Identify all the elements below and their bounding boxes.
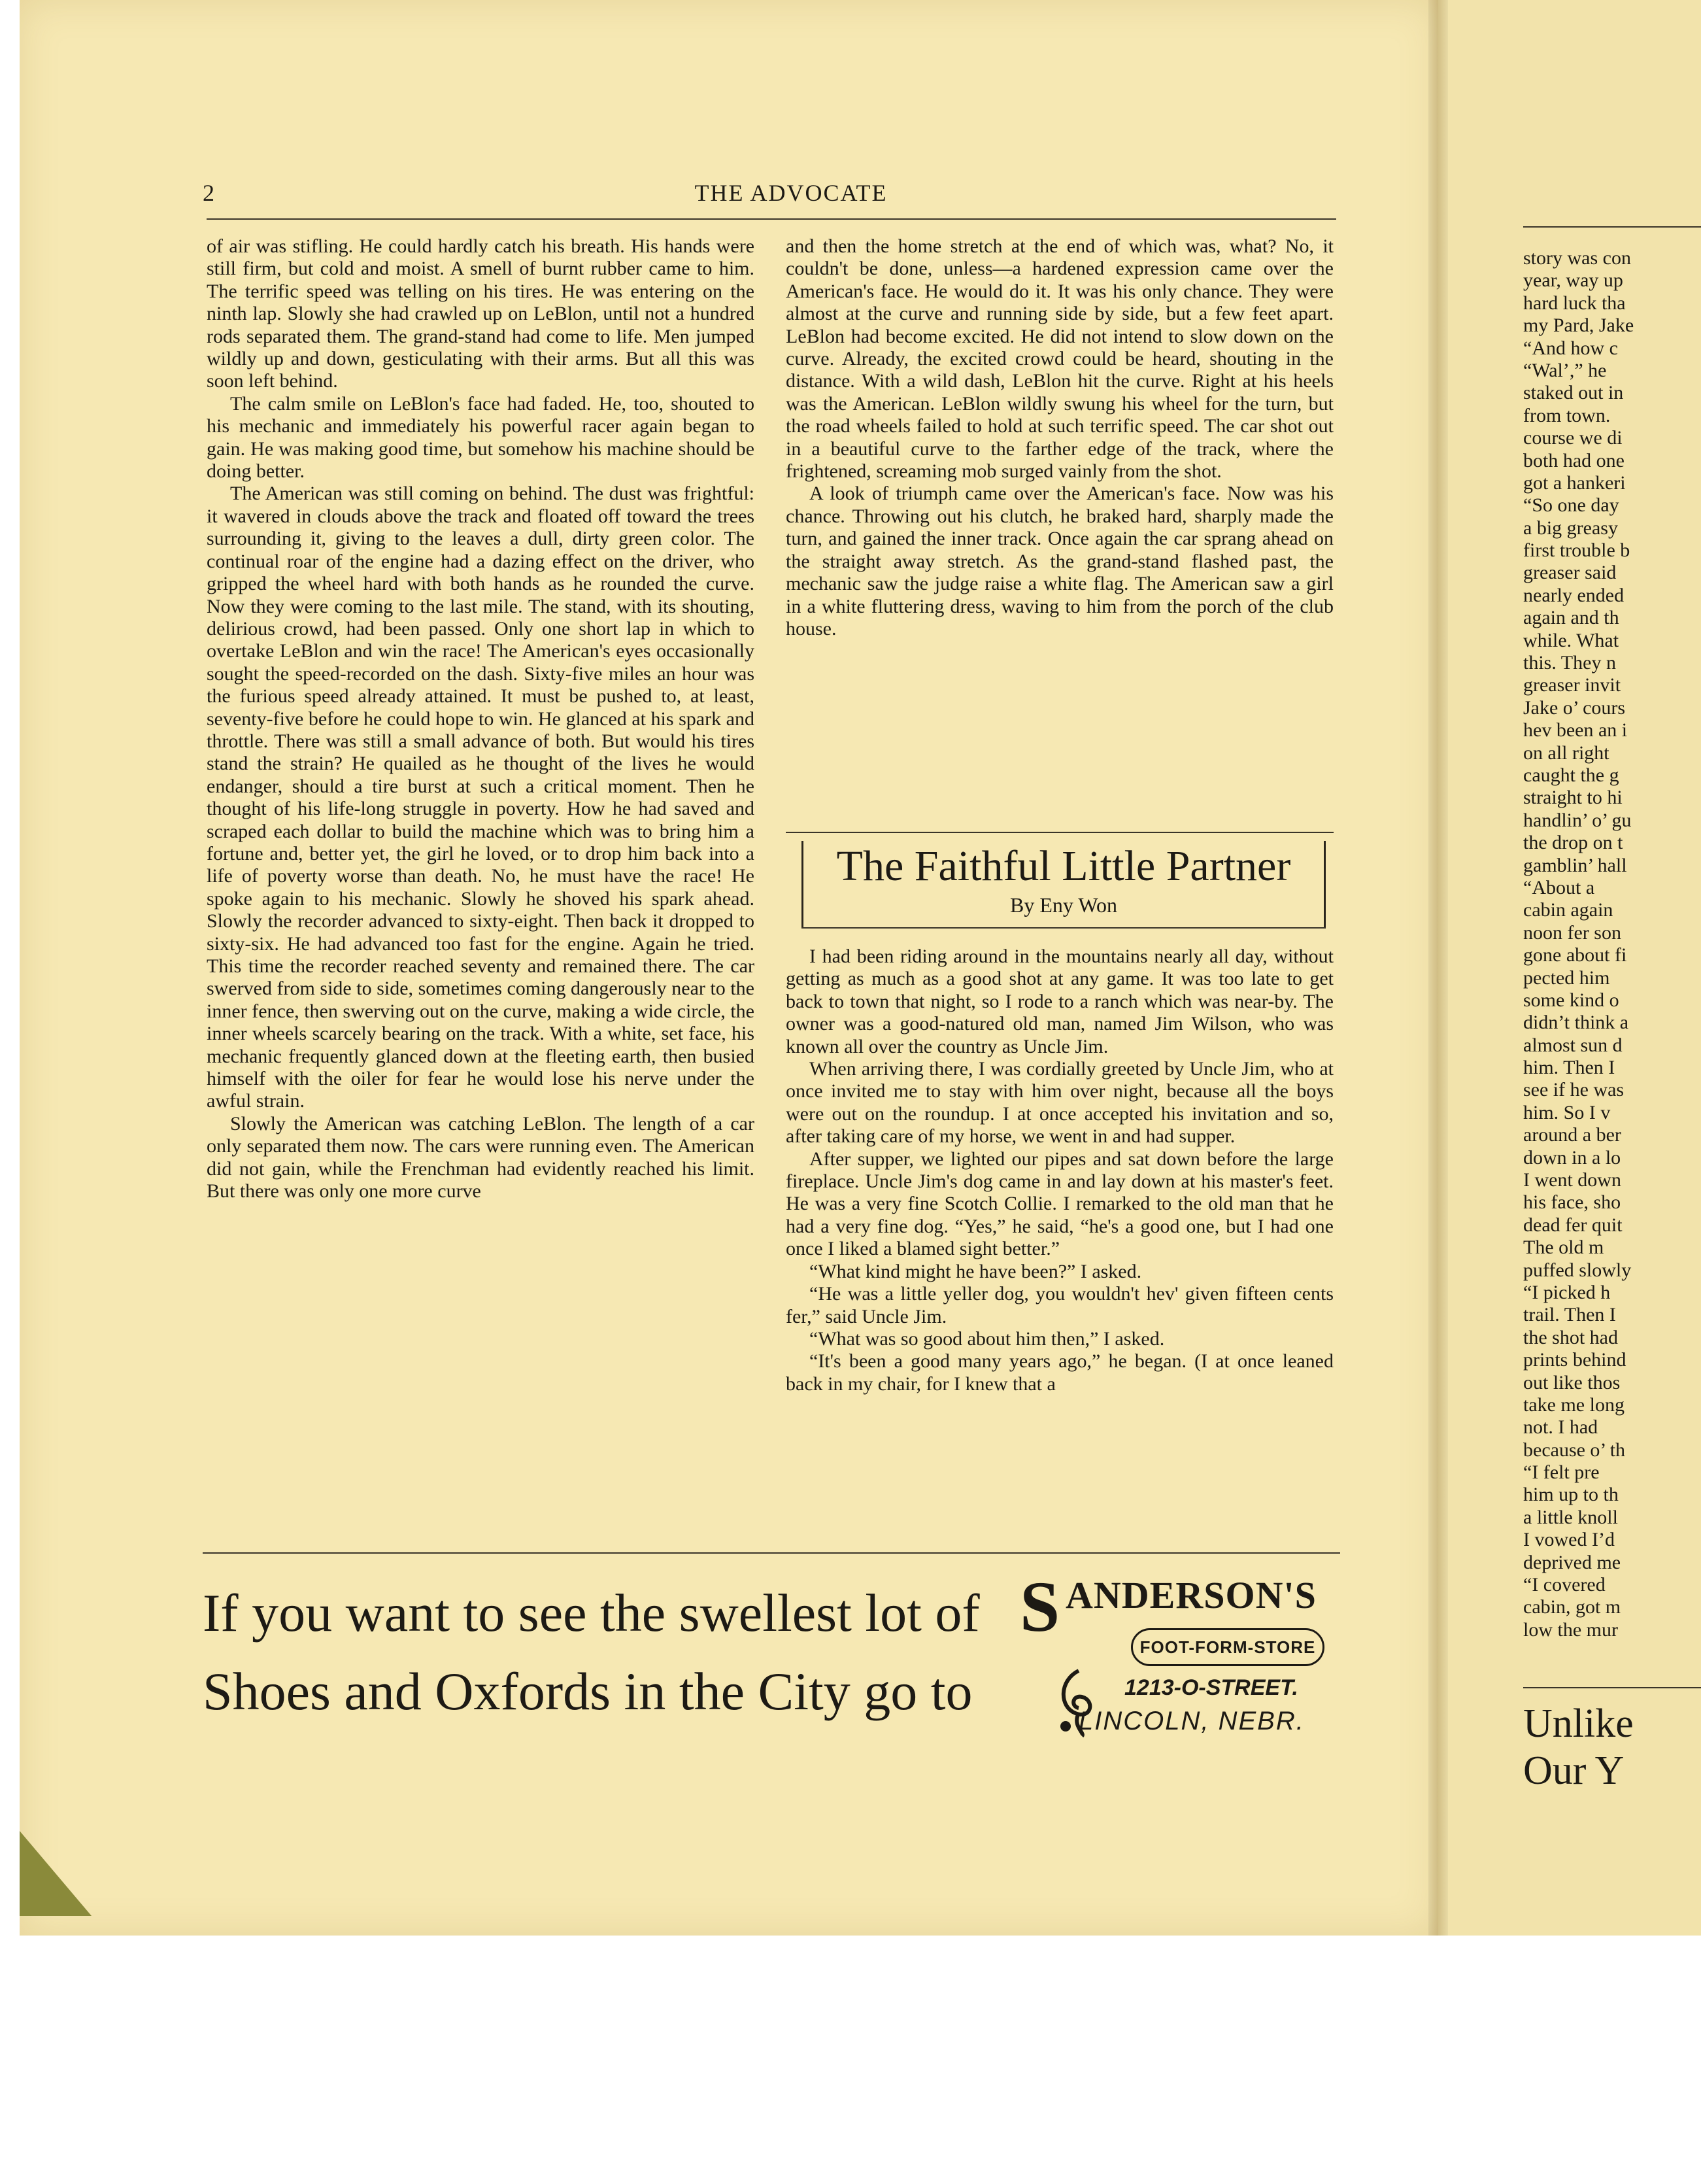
store-tag: FOOT-FORM-STORE — [1131, 1628, 1324, 1666]
ad-line-1: If you want to see the swellest lot of — [203, 1583, 980, 1643]
next-page-line: because o’ th — [1523, 1439, 1626, 1461]
next-page-line: the drop on t — [1523, 832, 1623, 854]
story-heading-box — [801, 841, 1326, 927]
next-page-line: him. Then I — [1523, 1057, 1615, 1079]
next-page-line: around a ber — [1523, 1124, 1621, 1146]
next-heading-line: Our Y — [1523, 1749, 1625, 1793]
paragraph: The American was still coming on behind. The dust was frightful: it wavered in clouds above the track and floated off toward the trees surrounding it, giving to the leaves a dull, dirty green color. The continual roar of the engine had a dazing effect on the driver, who gripped the wheel hard with both hands as he rounded the curve. Now they were coming to the last mile. The stand, with its shouting, delirious crowd, had been passed. Only one short lap in which to overtake LeBlon and win the race! The American's eyes occasionally sought the speed-recorded on the dash. Sixty-five miles an hour was the furious speed already attained. It must be pushed to, at least, seventy-five before he could hope to win. He glanced at his spark and throttle. There was still a small advance of both. But would his tires stand the strain? He quailed as he thought of the lives he would endanger, should a tire burst at such a critical moment. Then he thought of his life-long struggle in poverty. How he had saved and scraped each dollar to build the machine which was to bring him a fortune and, better yet, the girl he loved, or to drop him back into a life of poverty worse than death. No, he must have the race! He spoke again to his mechanic. Slowly he shoved his spark ahead. Slowly the recorder advanced to sixty-eight. Then back it dropped to sixty-six. He had advanced too fast for the engine. Again he tried. This time the recorder reached seventy and remained there. The car swerved from side to side, sometimes coming dangerously near to the inner fence, then swerving out on the curve, making a wide circle, the inner wheels scarcely bearing on the track. With a white, set face, his mechanic frequently glanced down at the fleeting earth, then busied himself with the oiler for fear he would lose his nerve under the awful strain. — [207, 483, 754, 1112]
next-page-line: “I felt pre — [1523, 1461, 1600, 1484]
store-initial: S — [1020, 1567, 1060, 1647]
next-page-line: a little knoll — [1523, 1506, 1618, 1528]
next-page-line: take me long — [1523, 1393, 1625, 1416]
next-page-line: dead fer quit — [1523, 1214, 1623, 1236]
paragraph: of air was stifling. He could hardly catch his breath. His hands were still firm, but cold and moist. A smell of burnt rubber came to him. The terrific speed was telling on his tires. He was entering on the ninth lap. Slowly she had crawled up on LeBlon, until not a hundred rods separated them. The grand-stand had come to life. Men jumped wildly up and down, gesticulating with their arms. But all this was soon left behind. — [207, 235, 754, 392]
next-page-line: year, way up — [1523, 269, 1623, 292]
next-page-line: my Pard, Jake — [1523, 315, 1634, 337]
next-page-line: nearly ended — [1523, 584, 1625, 606]
column-right — [786, 235, 1334, 640]
next-page-heading — [1523, 1700, 1701, 1794]
next-page-line: his face, sho — [1523, 1191, 1621, 1214]
next-page-line: handlin’ o’ gu — [1523, 809, 1632, 831]
story-byline: By Eny Won — [1010, 893, 1117, 917]
next-page-line: “And how c — [1523, 337, 1618, 359]
next-page-line: greaser said — [1523, 562, 1617, 584]
next-page-line: “So one day — [1523, 494, 1619, 517]
paragraph: “What kind might he have been?” I asked. — [809, 1260, 1142, 1282]
publication-title: THE ADVOCATE — [694, 180, 888, 206]
paragraph: When arriving there, I was cordially greeted by Uncle Jim, who at once invited me to stay with him over night, because all the boys were out on the roundup. I at once accepted his invitation and so, after taking care of my horse, we went in and had supper. — [786, 1058, 1334, 1148]
page-header — [203, 179, 1379, 212]
next-page-line: see if he was — [1523, 1079, 1625, 1101]
next-page-line: out like thos — [1523, 1371, 1621, 1393]
next-page-line: story was con — [1523, 247, 1631, 269]
next-page-line: didn’t think a — [1523, 1012, 1629, 1034]
next-page-column — [1523, 247, 1701, 1641]
next-page-line: cabin again — [1523, 899, 1613, 921]
next-page-line: staked out in — [1523, 382, 1624, 404]
store-city: LINCOLN, NEBR. — [1079, 1707, 1305, 1735]
next-heading-line: Unlike — [1523, 1701, 1634, 1746]
next-page-line: him. So I v — [1523, 1101, 1611, 1123]
story-column — [786, 946, 1334, 1395]
story-title: The Faithful Little Partner — [836, 842, 1291, 890]
store-name: ANDERSON'S — [1066, 1574, 1317, 1616]
next-page-line: trail. Then I — [1523, 1304, 1616, 1326]
paragraph: Slowly the American was catching LeBlon. The length of a car only separated them now. The cars were running even. The American did not gain, while the Frenchman had evidently reached his limit. But there was only one more curve — [207, 1112, 754, 1203]
next-page-line: straight to hi — [1523, 787, 1623, 809]
next-page-line: puffed slowly — [1523, 1259, 1632, 1281]
header-rule — [207, 218, 1336, 220]
next-page-line: cabin, got m — [1523, 1596, 1621, 1618]
paragraph: “It's been a good many years ago,” he began. (I at once leaned back in my chair, for I knew that a — [786, 1350, 1334, 1395]
next-page-line: again and th — [1523, 607, 1619, 629]
next-page-line: almost sun d — [1523, 1034, 1623, 1056]
next-page-line: noon fer son — [1523, 921, 1621, 944]
next-page-line: gamblin’ hall — [1523, 854, 1627, 876]
page-fold — [1428, 0, 1448, 1936]
ad-line-2: Shoes and Oxfords in the City go to — [203, 1662, 973, 1721]
next-page-line: I vowed I’d — [1523, 1529, 1615, 1551]
next-page-line: first trouble b — [1523, 539, 1630, 562]
story-top-rule — [786, 832, 1334, 833]
next-page-line: I went down — [1523, 1169, 1621, 1191]
paragraph: I had been riding around in the mountains nearly all day, without getting as much as a good shot at any game. It was too late to get back to town that night, so I rode to a ranch which was near-by. The owner was a good-natured old man, named Jim Wilson, who was known all over the country as Uncle Jim. — [786, 946, 1334, 1057]
next-page-line: prints behind — [1523, 1349, 1626, 1371]
paragraph: After supper, we lighted our pipes and sat down before the large fireplace. Uncle Jim's dog came in and lay down at his master's feet. He was a very fine Scotch Collie. I remarked to the old man that he had a very fine dog. “Yes,” he said, “he's a good one, but I had one once I liked a blamed sight better.” — [786, 1148, 1334, 1260]
next-page-line: low the mur — [1523, 1618, 1618, 1641]
next-page-line: not. I had — [1523, 1416, 1598, 1439]
next-page-line: some kind o — [1523, 989, 1619, 1011]
next-page-line: this. They n — [1523, 652, 1616, 674]
paragraph: and then the home stretch at the end of which was, what? No, it couldn't be done, unless—a hardened expression came over the American's face. He would do it. It was his only chance. They were almost at the curve and running side by side, but a few feet apart. LeBlon had become excited. He did not intend to slow down on the curve. Already, the excited crowd could be heard, shouting in the distance. With a wild dash, LeBlon hit the curve. Right at his heels was the American. LeBlon wildly swung his wheel for the turn, but the road wheels failed to hold at such terrific speed. The car shot out in a beautiful curve to the farther edge of the track, where the frightened, screaming mob surged vainly from the shot. — [786, 235, 1334, 483]
next-page-line: him up to th — [1523, 1484, 1619, 1506]
next-page-line: Jake o’ cours — [1523, 696, 1626, 719]
store-logo — [1020, 1569, 1360, 1766]
next-page-line: “I covered — [1523, 1574, 1606, 1596]
next-page-line: greaser invit — [1523, 674, 1621, 696]
next-page-line: got a hankeri — [1523, 471, 1626, 494]
column-left — [207, 235, 754, 1203]
next-page-line: gone about fi — [1523, 944, 1627, 966]
paragraph: “What was so good about him then,” I asked. — [809, 1327, 1165, 1350]
paragraph: “He was a little yeller dog, you wouldn't hev' given fifteen cents fer,” said Uncle Jim. — [786, 1283, 1334, 1327]
next-page-line: down in a lo — [1523, 1146, 1621, 1169]
next-page-line: the shot had — [1523, 1326, 1618, 1348]
story-bottom-rule — [801, 927, 1326, 929]
paragraph: The calm smile on LeBlon's face had faded. He, too, shouted to his mechanic and immediately his powerful racer again began to gain. He was making good time, but somehow his machine should be doing better. — [207, 392, 754, 483]
next-page-line: hard luck tha — [1523, 292, 1626, 314]
next-page-line: while. What — [1523, 629, 1619, 651]
ad-top-rule — [203, 1552, 1340, 1554]
page-number: 2 — [203, 180, 216, 206]
next-page-line: pected him — [1523, 966, 1610, 989]
next-page-line: “I picked h — [1523, 1281, 1611, 1303]
next-page-line: deprived me — [1523, 1551, 1621, 1573]
next-page-line: on all right — [1523, 742, 1609, 764]
paragraph: A look of triumph came over the American's face. Now was his chance. Throwing out his clutch, he braked hard, sharply made the turn, and gained the inner track. Once again the car sprang ahead on the straight away stretch. As the grand-stand flashed past, the mechanic saw the judge raise a white flag. The American saw a girl in a white fluttering dress, waving to him from the porch of the club house. — [786, 483, 1334, 640]
next-page-line: a big greasy — [1523, 517, 1618, 539]
store-address: 1213-O-STREET. — [1124, 1675, 1298, 1700]
next-page-line: hev been an i — [1523, 719, 1628, 742]
next-page-rule — [1523, 226, 1701, 228]
next-page-line: course we di — [1523, 427, 1623, 449]
next-page-line: caught the g — [1523, 764, 1619, 786]
next-page-line: from town. — [1523, 404, 1611, 426]
next-page-line: “About a — [1523, 876, 1595, 898]
next-page-rule-bottom — [1523, 1687, 1701, 1688]
torn-corner — [20, 1831, 92, 1916]
next-page-line: The old m — [1523, 1237, 1604, 1259]
next-page-line: both had one — [1523, 449, 1625, 471]
advertisement — [203, 1556, 1340, 1766]
next-page-line: “Wal’,” he — [1523, 359, 1607, 381]
